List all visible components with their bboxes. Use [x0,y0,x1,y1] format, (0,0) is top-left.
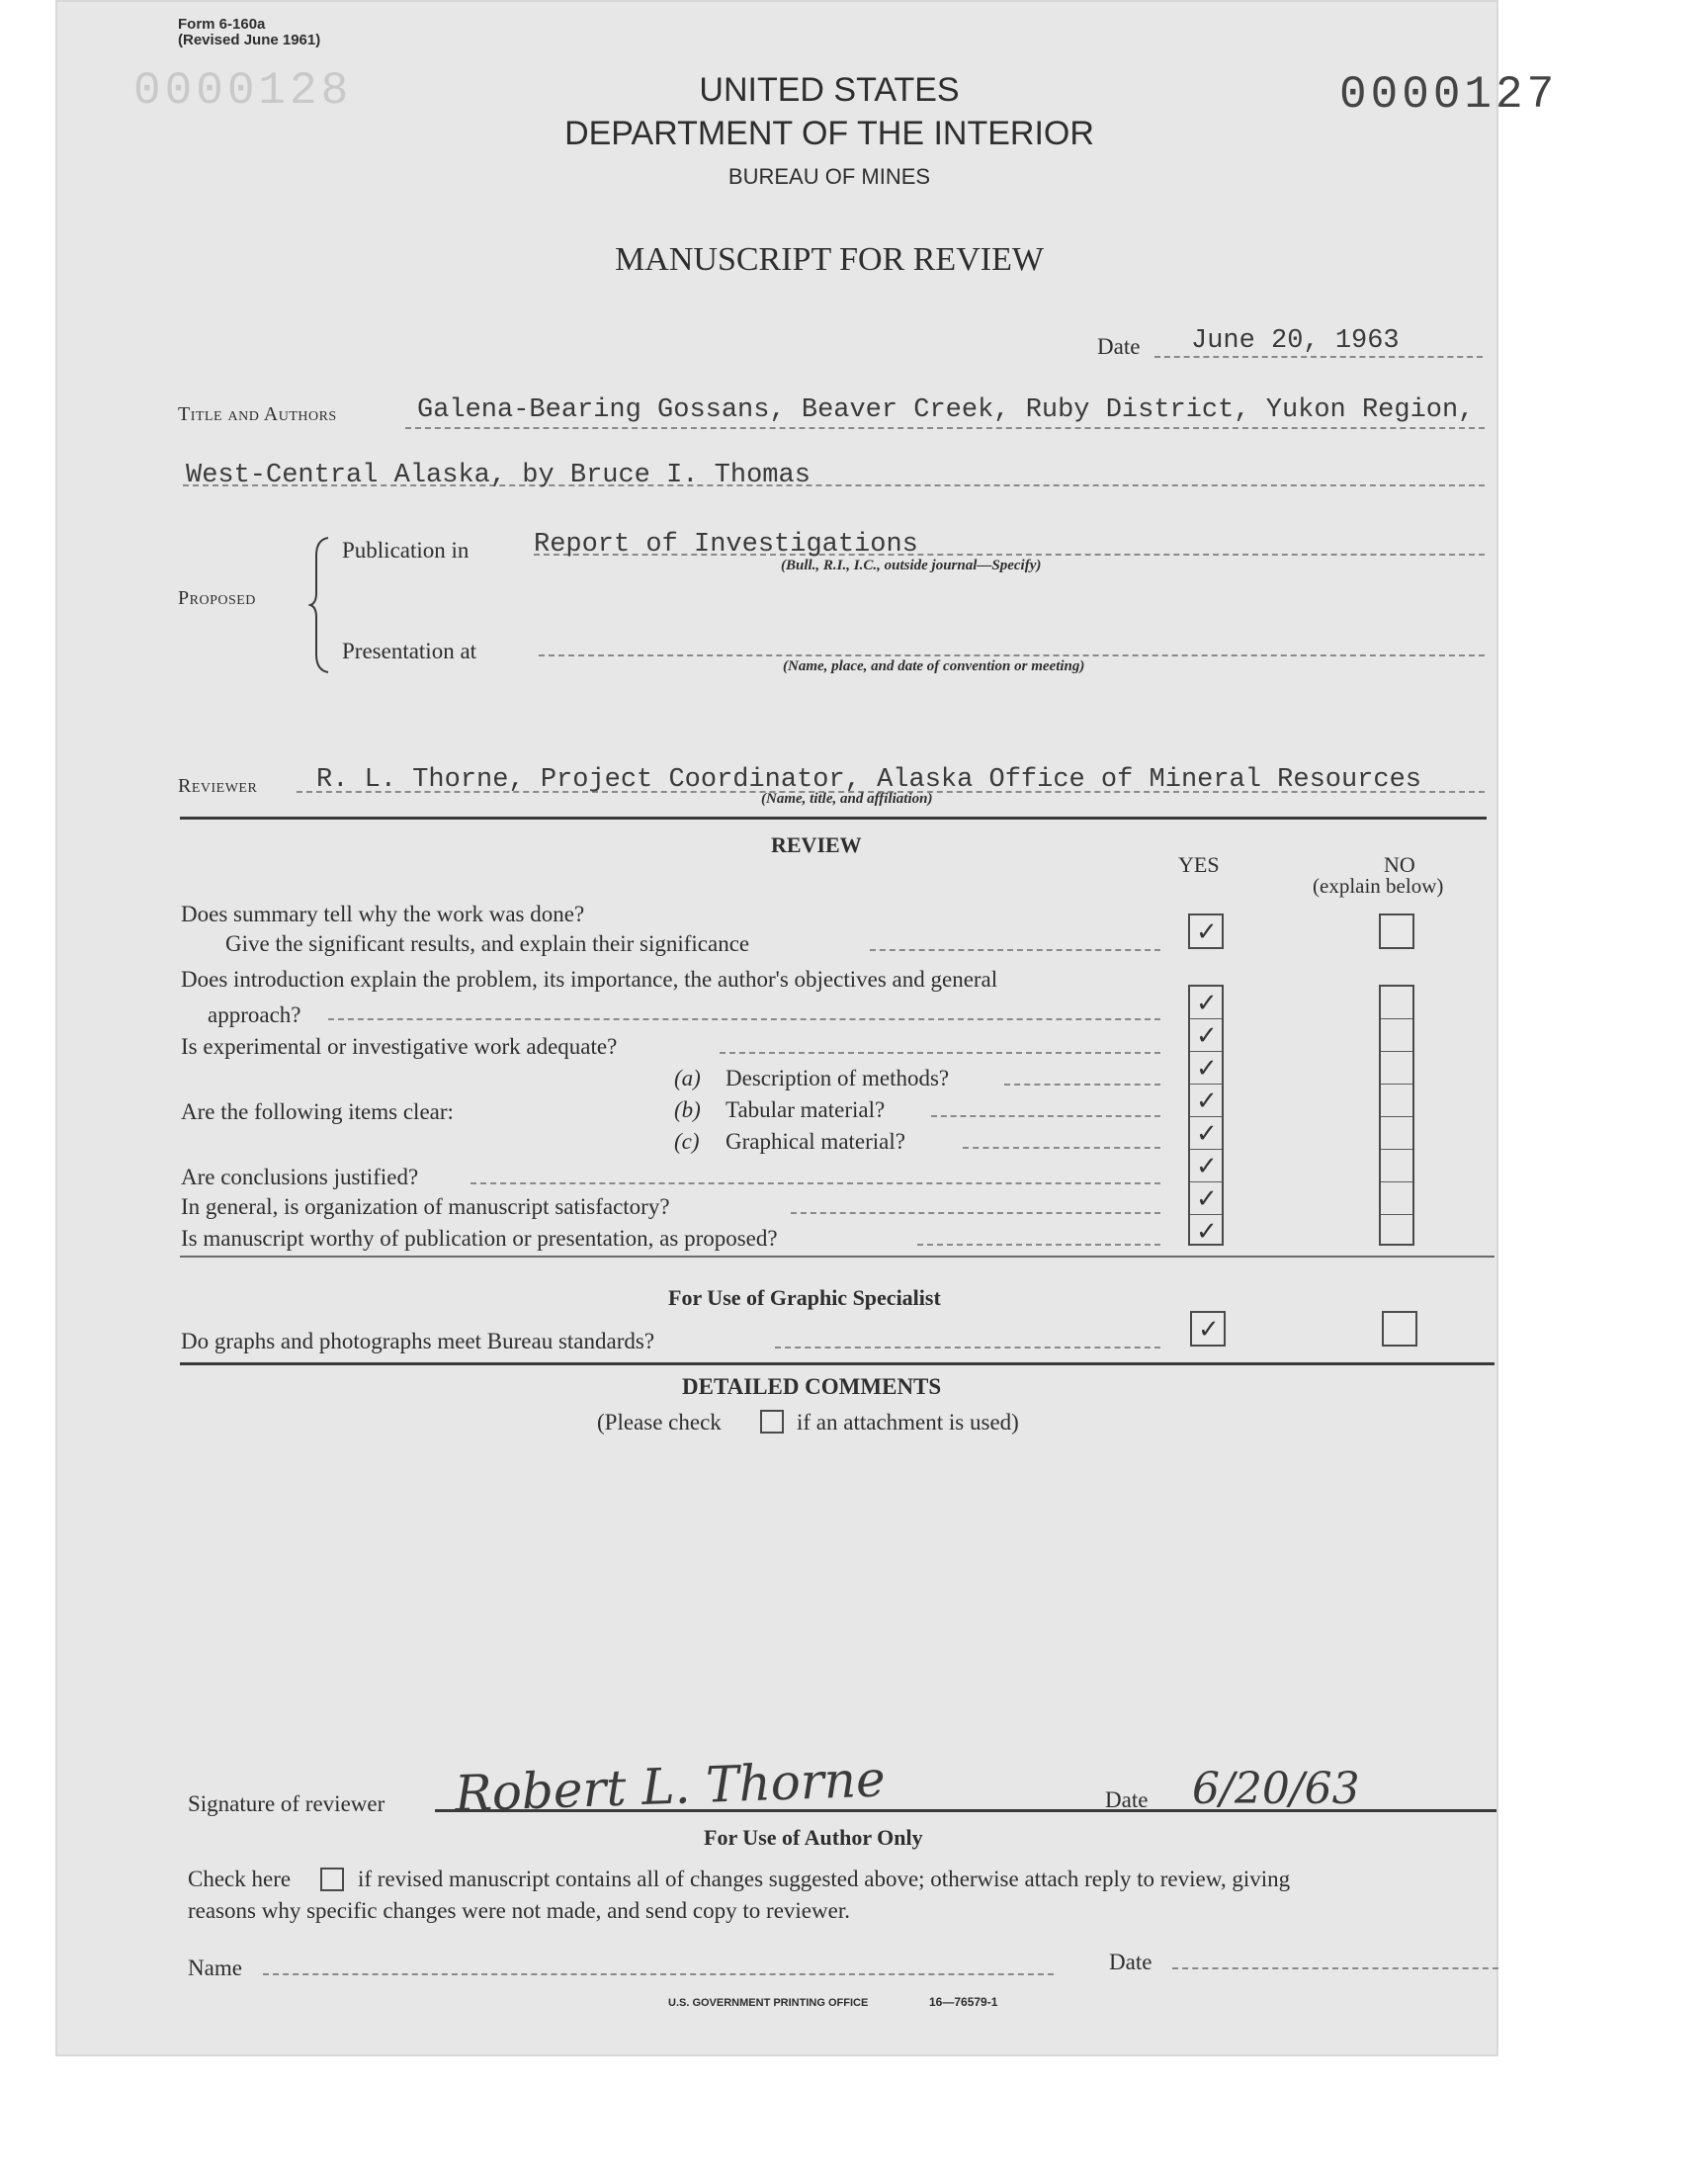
no-checkbox-graphical[interactable] [1381,1117,1412,1150]
dots-results [870,949,1160,951]
dots-conclusions [470,1182,1160,1184]
publication-label: Publication in [342,538,470,563]
dots-approach [328,1018,1160,1020]
no-checkbox-introduction[interactable] [1381,987,1412,1019]
question-graphical: Graphical material? [726,1129,905,1154]
attachment-checkbox[interactable] [760,1410,784,1434]
question-introduction: Does introduction explain the problem, its importance, the author's objectives and general [181,967,998,992]
check-mark: ✓ [1198,1315,1220,1345]
form-title: MANUSCRIPT FOR REVIEW [615,241,1044,278]
check-mark: ✓ [1196,1152,1218,1181]
printer-name: U.S. GOVERNMENT PRINTING OFFICE [668,1997,869,2009]
rule-graphic-end [180,1362,1494,1365]
department-name: DEPARTMENT OF THE INTERIOR [564,115,1094,152]
dots-graphs [775,1347,1160,1348]
signature-line [435,1809,1496,1812]
dots-worthy [917,1244,1160,1246]
faint-stamp-number: 0000128 [133,65,353,117]
comments-note-suffix: if an attachment is used) [797,1410,1019,1435]
no-checkbox-column [1379,985,1414,1246]
comments-note-prefix: (Please check [597,1410,722,1435]
no-checkbox-experimental[interactable] [1381,1019,1412,1052]
rule-top [180,817,1487,820]
title-authors-label: Title and Authors [178,403,337,425]
question-organization: In general, is organization of manuscript satisfactory? [181,1194,670,1219]
check-mark: ✓ [1196,1119,1218,1149]
no-checkbox-worthy[interactable] [1381,1215,1412,1247]
check-mark: ✓ [1196,917,1218,947]
check-mark: ✓ [1196,1021,1218,1051]
publication-value: Report of Investigations [534,530,918,560]
check-mark: ✓ [1196,1184,1218,1214]
question-graphs: Do graphs and photographs meet Bureau standards? [181,1329,655,1353]
check-mark: ✓ [1196,1087,1218,1116]
proposed-label: Proposed [178,587,256,609]
author-heading: For Use of Author Only [704,1825,923,1850]
yes-checkbox-experimental[interactable] [1190,1019,1222,1052]
signature-date-value: 6/20/63 [1192,1764,1360,1814]
title-authors-line-1: Galena-Bearing Gossans, Beaver Creek, Ruby District, Yukon Region, [417,395,1475,425]
question-tabular: Tabular material? [726,1097,886,1122]
question-conclusions: Are conclusions justified? [181,1165,419,1189]
author-check-text: if revised manuscript contains all of changes suggested above; otherwise attach reply to review, giving [358,1867,1291,1891]
signature-date-label: Date [1105,1787,1149,1812]
question-methods: Description of methods? [726,1066,950,1090]
date-label: Date [1097,334,1141,359]
no-sublabel: (explain below) [1313,874,1444,898]
name-line[interactable] [263,1973,1054,1975]
question-summary: Does summary tell why the work was done? [181,902,585,926]
no-checkbox-graphs[interactable] [1382,1311,1417,1347]
check-mark: ✓ [1196,989,1218,1018]
dots-tabular [931,1115,1160,1117]
no-label: NO [1384,852,1415,877]
question-items-clear: Are the following items clear: [181,1099,454,1124]
presentation-line [539,654,1485,656]
author-date-line[interactable] [1172,1967,1498,1969]
question-experimental: Is experimental or investigative work adequate? [181,1034,618,1059]
form-revised: (Revised June 1961) [178,32,321,48]
graphic-heading: For Use of Graphic Specialist [668,1285,941,1310]
author-instructions-line-2: reasons why specific changes were not made, and send copy to reviewer. [188,1898,850,1923]
yes-checkbox-column [1188,985,1224,1246]
letter-c: (c) [674,1129,700,1154]
rule-review-end [180,1256,1494,1258]
yes-checkbox-tabular[interactable] [1190,1085,1222,1117]
yes-checkbox-organization[interactable] [1190,1182,1222,1215]
yes-checkbox-graphical[interactable] [1190,1117,1222,1150]
printer-code: 16—76579-1 [929,1995,998,2009]
question-approach: approach? [208,1002,301,1027]
yes-label: YES [1178,852,1220,877]
yes-checkbox-methods[interactable] [1190,1052,1222,1085]
dots-experimental [720,1052,1160,1054]
dots-methods [1004,1084,1160,1086]
date-value: June 20, 1963 [1191,326,1400,356]
publication-hint: (Bull., R.I., I.C., outside journal—Specify) [781,558,1042,573]
signature-label: Signature of reviewer [188,1791,385,1816]
agency-name: UNITED STATES [699,71,960,109]
yes-checkbox-summary[interactable] [1188,914,1224,949]
no-checkbox-tabular[interactable] [1381,1085,1412,1117]
no-checkbox-conclusions[interactable] [1381,1150,1412,1182]
yes-checkbox-introduction[interactable] [1190,987,1222,1019]
form-number: Form 6-160a [178,16,266,33]
yes-checkbox-conclusions[interactable] [1190,1150,1222,1182]
dots-graphical [963,1147,1160,1149]
signature-value: Robert L. Thorne [454,1750,887,1823]
dots-organization [791,1212,1160,1214]
no-checkbox-summary[interactable] [1379,914,1414,949]
no-checkbox-organization[interactable] [1381,1182,1412,1215]
yes-checkbox-graphs[interactable] [1190,1311,1226,1347]
question-worthy: Is manuscript worthy of publication or presentation, as proposed? [181,1226,778,1251]
comments-area[interactable] [180,1453,1494,1750]
check-mark: ✓ [1196,1217,1218,1247]
no-checkbox-methods[interactable] [1381,1052,1412,1085]
title-line-1 [405,427,1485,429]
presentation-label: Presentation at [342,639,477,663]
reviewer-value: R. L. Thorne, Project Coordinator, Alaska Office of Mineral Resources [316,765,1421,795]
reviewer-label: Reviewer [178,775,258,797]
letter-a: (a) [674,1066,701,1090]
title-authors-line-2: West-Central Alaska, by Bruce I. Thomas [186,461,811,490]
check-mark: ✓ [1196,1054,1218,1084]
name-label: Name [188,1956,242,1980]
comments-heading: DETAILED COMMENTS [682,1374,942,1399]
reviewer-hint: (Name, title, and affiliation) [761,791,933,807]
review-heading: REVIEW [771,832,862,857]
bureau-name: BUREAU OF MINES [727,164,931,189]
author-date-label: Date [1109,1950,1153,1974]
presentation-hint: (Name, place, and date of convention or meeting) [783,658,1085,674]
author-checkbox[interactable] [320,1868,344,1891]
yes-checkbox-worthy[interactable] [1190,1215,1222,1247]
proposed-brace [308,536,332,674]
document-number: 0000127 [1339,69,1559,121]
author-check-prefix: Check here [188,1867,292,1891]
question-results: Give the significant results, and explain their significance [225,931,750,956]
date-line [1154,356,1483,358]
letter-b: (b) [674,1097,701,1122]
